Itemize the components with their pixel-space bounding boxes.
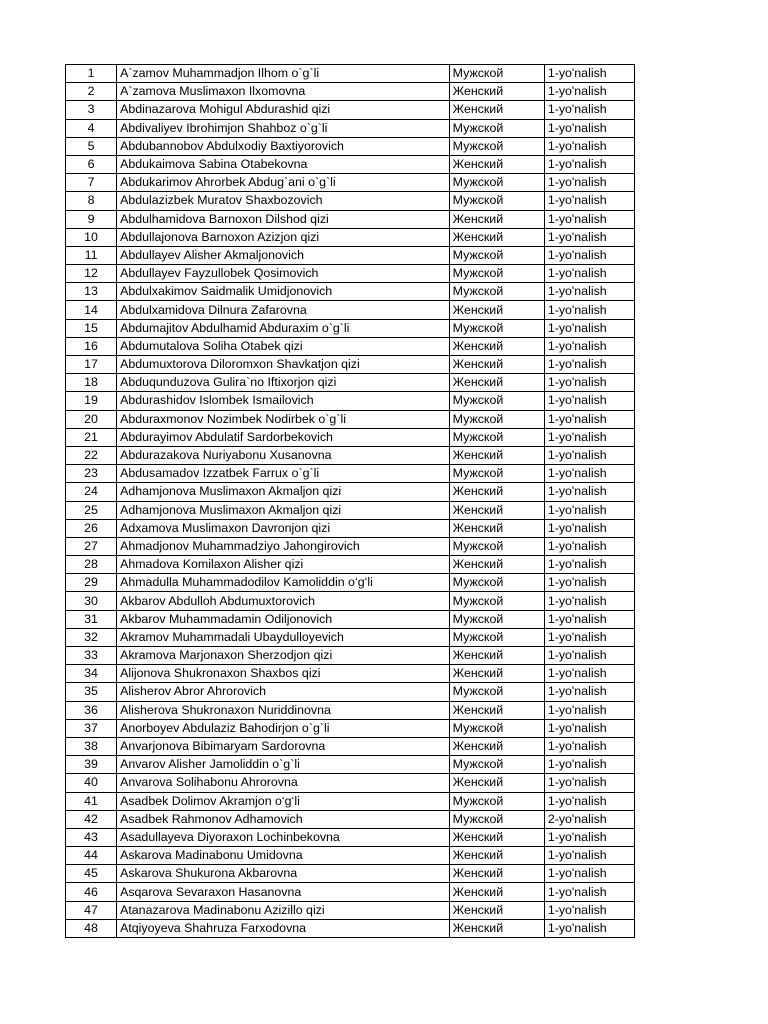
row-number-cell: 2 [66,83,117,101]
gender-cell: Мужской [449,410,544,428]
direction-cell: 1-yo'nalish [544,428,634,446]
table-row [66,683,635,701]
gender-cell: Мужской [449,65,544,83]
gender-cell: Мужской [449,719,544,737]
direction-cell: 1-yo'nalish [544,683,634,701]
full-name-cell: Abdullajonova Barnoxon Azizjon qizi [117,228,450,246]
row-number-cell: 44 [66,847,117,865]
direction-cell: 1-yo'nalish [544,192,634,210]
gender-cell: Мужской [449,574,544,592]
direction-cell: 1-yo'nalish [544,501,634,519]
table-row [66,83,635,101]
full-name-cell: Anvarova Solihabonu Ahrorovna [117,774,450,792]
table-row [66,337,635,355]
row-number-cell: 28 [66,556,117,574]
full-name-cell: Abduqunduzova Gulira`no Iftixorjon qizi [117,374,450,392]
direction-cell: 1-yo'nalish [544,556,634,574]
table-row [66,774,635,792]
gender-cell: Женский [449,665,544,683]
row-number-cell: 46 [66,883,117,901]
gender-cell: Мужской [449,592,544,610]
row-number-cell: 14 [66,301,117,319]
direction-cell: 1-yo'nalish [544,665,634,683]
row-number-cell: 9 [66,210,117,228]
gender-cell: Женский [449,737,544,755]
table-row [66,647,635,665]
roster-body [66,65,635,938]
table-row [66,719,635,737]
gender-cell: Женский [449,828,544,846]
row-number-cell: 39 [66,756,117,774]
row-number-cell: 15 [66,319,117,337]
full-name-cell: Askarova Shukurona Akbarovna [117,865,450,883]
row-number-cell: 30 [66,592,117,610]
gender-cell: Мужской [449,265,544,283]
row-number-cell: 1 [66,65,117,83]
full-name-cell: Anorboyev Abdulaziz Bahodirjon o`g`li [117,719,450,737]
direction-cell: 2-yo'nalish [544,810,634,828]
row-number-cell: 43 [66,828,117,846]
gender-cell: Мужской [449,683,544,701]
direction-cell: 1-yo'nalish [544,446,634,464]
gender-cell: Мужской [449,174,544,192]
direction-cell: 1-yo'nalish [544,101,634,119]
gender-cell: Мужской [449,756,544,774]
direction-cell: 1-yo'nalish [544,792,634,810]
direction-cell: 1-yo'nalish [544,228,634,246]
direction-cell: 1-yo'nalish [544,283,634,301]
table-row [66,483,635,501]
full-name-cell: Adxamova Muslimaxon Davronjon qizi [117,519,450,537]
direction-cell: 1-yo'nalish [544,774,634,792]
full-name-cell: Alisherova Shukronaxon Nuriddinovna [117,701,450,719]
table-row [66,446,635,464]
gender-cell: Женский [449,883,544,901]
direction-cell: 1-yo'nalish [544,119,634,137]
direction-cell: 1-yo'nalish [544,519,634,537]
full-name-cell: Abdukaimova Sabina Otabekovna [117,155,450,173]
gender-cell: Женский [449,901,544,919]
gender-cell: Женский [449,865,544,883]
row-number-cell: 37 [66,719,117,737]
table-row [66,865,635,883]
full-name-cell: Alijonova Shukronaxon Shaxbos qizi [117,665,450,683]
row-number-cell: 27 [66,537,117,555]
gender-cell: Женский [449,519,544,537]
full-name-cell: Abdumuxtorova Diloromxon Shavkatjon qizi [117,356,450,374]
table-row [66,537,635,555]
full-name-cell: Asadbek Dolimov Akramjon o‘g‘li [117,792,450,810]
full-name-cell: Abdulxamidova Dilnura Zafarovna [117,301,450,319]
gender-cell: Мужской [449,137,544,155]
full-name-cell: A`zamov Muhammadjon Ilhom o`g`li [117,65,450,83]
direction-cell: 1-yo'nalish [544,865,634,883]
table-row [66,465,635,483]
row-number-cell: 10 [66,228,117,246]
table-row [66,137,635,155]
row-number-cell: 29 [66,574,117,592]
row-number-cell: 6 [66,155,117,173]
table-row [66,392,635,410]
table-row [66,701,635,719]
gender-cell: Женский [449,101,544,119]
gender-cell: Женский [449,301,544,319]
row-number-cell: 31 [66,610,117,628]
gender-cell: Мужской [449,465,544,483]
row-number-cell: 5 [66,137,117,155]
gender-cell: Мужской [449,392,544,410]
gender-cell: Женский [449,374,544,392]
full-name-cell: Askarova Madinabonu Umidovna [117,847,450,865]
row-number-cell: 45 [66,865,117,883]
row-number-cell: 48 [66,919,117,937]
table-row [66,428,635,446]
full-name-cell: Anvarjonova Bibimaryam Sardorovna [117,737,450,755]
gender-cell: Женский [449,83,544,101]
direction-cell: 1-yo'nalish [544,246,634,264]
direction-cell: 1-yo'nalish [544,410,634,428]
table-row [66,65,635,83]
row-number-cell: 41 [66,792,117,810]
direction-cell: 1-yo'nalish [544,883,634,901]
gender-cell: Мужской [449,537,544,555]
row-number-cell: 12 [66,265,117,283]
row-number-cell: 38 [66,737,117,755]
row-number-cell: 8 [66,192,117,210]
table-row [66,501,635,519]
table-row [66,810,635,828]
direction-cell: 1-yo'nalish [544,137,634,155]
table-row [66,283,635,301]
row-number-cell: 47 [66,901,117,919]
direction-cell: 1-yo'nalish [544,374,634,392]
direction-cell: 1-yo'nalish [544,65,634,83]
table-row [66,556,635,574]
table-row [66,228,635,246]
gender-cell: Мужской [449,610,544,628]
gender-cell: Мужской [449,810,544,828]
direction-cell: 1-yo'nalish [544,628,634,646]
gender-cell: Женский [449,356,544,374]
direction-cell: 1-yo'nalish [544,901,634,919]
gender-cell: Женский [449,337,544,355]
full-name-cell: Abdubannobov Abdulxodiy Baxtiyorovich [117,137,450,155]
table-row [66,374,635,392]
full-name-cell: Atanazarova Madinabonu Azizillo qizi [117,901,450,919]
full-name-cell: Akbarov Muhammadamin Odiljonovich [117,610,450,628]
row-number-cell: 34 [66,665,117,683]
full-name-cell: Abdulxakimov Saidmalik Umidjonovich [117,283,450,301]
row-number-cell: 24 [66,483,117,501]
row-number-cell: 26 [66,519,117,537]
row-number-cell: 25 [66,501,117,519]
gender-cell: Мужской [449,319,544,337]
direction-cell: 1-yo'nalish [544,537,634,555]
direction-cell: 1-yo'nalish [544,701,634,719]
table-row [66,919,635,937]
direction-cell: 1-yo'nalish [544,719,634,737]
full-name-cell: Ahmadova Komilaxon Alisher qizi [117,556,450,574]
full-name-cell: Abduraxmonov Nozimbek Nodirbek o`g`li [117,410,450,428]
row-number-cell: 19 [66,392,117,410]
row-number-cell: 33 [66,647,117,665]
full-name-cell: Abdusamadov Izzatbek Farrux o`g`li [117,465,450,483]
row-number-cell: 40 [66,774,117,792]
full-name-cell: Abdullayev Fayzullobek Qosimovich [117,265,450,283]
full-name-cell: Abdinazarova Mohigul Abdurashid qizi [117,101,450,119]
direction-cell: 1-yo'nalish [544,301,634,319]
row-number-cell: 18 [66,374,117,392]
direction-cell: 1-yo'nalish [544,155,634,173]
table-row [66,883,635,901]
direction-cell: 1-yo'nalish [544,174,634,192]
row-number-cell: 20 [66,410,117,428]
table-row [66,246,635,264]
full-name-cell: Abdivaliyev Ibrohimjon Shahboz o`g`li [117,119,450,137]
table-row [66,792,635,810]
table-row [66,119,635,137]
table-row [66,192,635,210]
full-name-cell: Asadbek Rahmonov Adhamovich [117,810,450,828]
full-name-cell: Alisherov Abror Ahrorovich [117,683,450,701]
direction-cell: 1-yo'nalish [544,574,634,592]
direction-cell: 1-yo'nalish [544,828,634,846]
gender-cell: Женский [449,446,544,464]
direction-cell: 1-yo'nalish [544,592,634,610]
gender-cell: Мужской [449,792,544,810]
full-name-cell: Abdurashidov Islombek Ismailovich [117,392,450,410]
full-name-cell: Abdumutalova Soliha Otabek qizi [117,337,450,355]
table-row [66,356,635,374]
full-name-cell: Abdumajitov Abdulhamid Abduraxim o`g`li [117,319,450,337]
direction-cell: 1-yo'nalish [544,756,634,774]
gender-cell: Женский [449,556,544,574]
direction-cell: 1-yo'nalish [544,83,634,101]
table-row [66,592,635,610]
full-name-cell: Adhamjonova Muslimaxon Akmaljon qizi [117,501,450,519]
row-number-cell: 21 [66,428,117,446]
full-name-cell: Ahmadjonov Muhammadziyo Jahongirovich [117,537,450,555]
gender-cell: Мужской [449,283,544,301]
table-row [66,574,635,592]
gender-cell: Мужской [449,119,544,137]
row-number-cell: 11 [66,246,117,264]
full-name-cell: A`zamova Muslimaxon Ilxomovna [117,83,450,101]
direction-cell: 1-yo'nalish [544,265,634,283]
gender-cell: Мужской [449,246,544,264]
table-row [66,628,635,646]
gender-cell: Мужской [449,628,544,646]
direction-cell: 1-yo'nalish [544,483,634,501]
gender-cell: Мужской [449,428,544,446]
row-number-cell: 42 [66,810,117,828]
gender-cell: Мужской [449,192,544,210]
row-number-cell: 17 [66,356,117,374]
row-number-cell: 36 [66,701,117,719]
full-name-cell: Adhamjonova Muslimaxon Akmaljon qizi [117,483,450,501]
full-name-cell: Abdukarimov Ahrorbek Abdug`ani o`g`li [117,174,450,192]
gender-cell: Женский [449,701,544,719]
full-name-cell: Atqiyoyeva Shahruza Farxodovna [117,919,450,937]
full-name-cell: Abdullayev Alisher Akmaljonovich [117,246,450,264]
direction-cell: 1-yo'nalish [544,392,634,410]
gender-cell: Женский [449,847,544,865]
row-number-cell: 22 [66,446,117,464]
full-name-cell: Akramov Muhammadali Ubaydulloyevich [117,628,450,646]
row-number-cell: 16 [66,337,117,355]
direction-cell: 1-yo'nalish [544,610,634,628]
gender-cell: Женский [449,228,544,246]
direction-cell: 1-yo'nalish [544,919,634,937]
row-number-cell: 23 [66,465,117,483]
gender-cell: Женский [449,483,544,501]
full-name-cell: Asqarova Sevaraxon Hasanovna [117,883,450,901]
table-row [66,319,635,337]
row-number-cell: 4 [66,119,117,137]
direction-cell: 1-yo'nalish [544,319,634,337]
table-row [66,737,635,755]
table-row [66,610,635,628]
row-number-cell: 35 [66,683,117,701]
table-row [66,101,635,119]
gender-cell: Женский [449,774,544,792]
table-row [66,155,635,173]
full-name-cell: Akbarov Abdulloh Abdumuxtorovich [117,592,450,610]
gender-cell: Женский [449,647,544,665]
direction-cell: 1-yo'nalish [544,647,634,665]
full-name-cell: Akramova Marjonaxon Sherzodjon qizi [117,647,450,665]
direction-cell: 1-yo'nalish [544,737,634,755]
gender-cell: Женский [449,210,544,228]
full-name-cell: Abdurayimov Abdulatif Sardorbekovich [117,428,450,446]
direction-cell: 1-yo'nalish [544,465,634,483]
table-row [66,265,635,283]
row-number-cell: 7 [66,174,117,192]
full-name-cell: Abdulazizbek Muratov Shaxbozovich [117,192,450,210]
table-row [66,828,635,846]
table-row [66,174,635,192]
direction-cell: 1-yo'nalish [544,356,634,374]
full-name-cell: Anvarov Alisher Jamoliddin o`g`li [117,756,450,774]
roster-table [65,64,635,938]
table-row [66,301,635,319]
direction-cell: 1-yo'nalish [544,847,634,865]
direction-cell: 1-yo'nalish [544,210,634,228]
table-row [66,901,635,919]
full-name-cell: Asadullayeva Diyoraxon Lochinbekovna [117,828,450,846]
table-row [66,665,635,683]
full-name-cell: Abdulhamidova Barnoxon Dilshod qizi [117,210,450,228]
row-number-cell: 32 [66,628,117,646]
row-number-cell: 13 [66,283,117,301]
table-row [66,756,635,774]
table-row [66,410,635,428]
direction-cell: 1-yo'nalish [544,337,634,355]
table-row [66,519,635,537]
gender-cell: Женский [449,501,544,519]
row-number-cell: 3 [66,101,117,119]
full-name-cell: Abdurazakova Nuriyabonu Xusanovna [117,446,450,464]
table-row [66,847,635,865]
full-name-cell: Ahmadulla Muhammadodilov Kamoliddin o‘g‘li [117,574,450,592]
gender-cell: Женский [449,155,544,173]
gender-cell: Женский [449,919,544,937]
table-row [66,210,635,228]
